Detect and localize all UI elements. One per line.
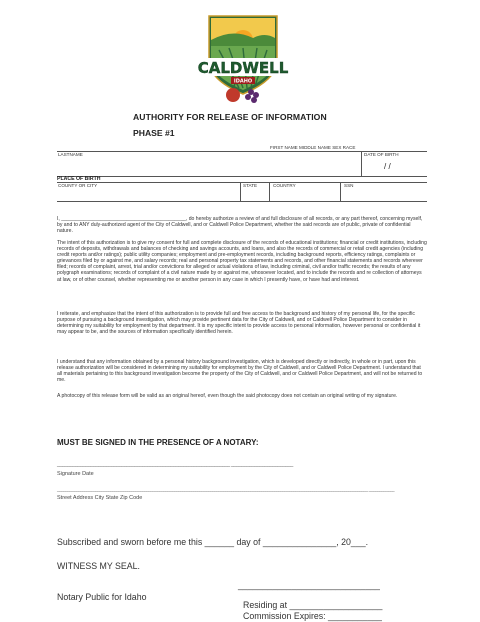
lastname-label: LASTNAME bbox=[58, 152, 83, 157]
commission-expires-field[interactable]: Commission Expires: ___________ bbox=[243, 611, 382, 621]
notary-signature-line[interactable]: _____________________________ bbox=[238, 580, 380, 590]
county-city-label: COUNTY OR CITY bbox=[58, 183, 98, 188]
understand-paragraph: I understand that any information obtained by a personal history background investigation, which is developed directly or indirectly, in whole or in part, upon this release authorization will be considered in determining my suitability for employment by the City of Caldwell, and or Caldwell Police Department. I understand that all materials pertaining to this background investigation become the property of the City of Caldwell, and or Caldwell Police Department, and will not be returned to me. bbox=[57, 359, 423, 384]
residing-at-field[interactable]: Residing at ___________________ bbox=[243, 600, 383, 610]
dob-field[interactable]: / / bbox=[384, 162, 391, 171]
witness-seal: WITNESS MY SEAL. bbox=[57, 561, 140, 571]
notary-heading: MUST BE SIGNED IN THE PRESENCE OF A NOTARY: bbox=[57, 438, 259, 447]
authorization-paragraph: I, ____________________________________________, do hereby authorize a review of and full disclosure of all records, or any part thereof, concerning myself, by and to ANY duly-authorized agent of the City of Caldwell, and or Caldwell Police Department, whether the said records are of public, private of confidential nature. bbox=[57, 216, 423, 235]
date-of-birth-label: DATE OF BIRTH bbox=[364, 152, 399, 157]
ssn-label: SSN bbox=[344, 183, 354, 188]
logo-sub: IDAHO bbox=[233, 78, 253, 85]
signature-date-line[interactable]: ___________________________________________________________________ ________________________ bbox=[57, 462, 294, 468]
photocopy-paragraph: A photocopy of this release form will be valid as an original hereof, even though the said photocopy does not contain an original writing of my signature. bbox=[57, 393, 398, 399]
signature-date-label: Signature Date bbox=[57, 471, 94, 477]
sworn-statement: Subscribed and sworn before me this ______ day of _______________, 20___. bbox=[57, 537, 369, 547]
caldwell-logo bbox=[197, 10, 289, 106]
intent-paragraph: The intent of this authorization is to give my consent for full and complete disclosure of the records of educational institutions; financial or credit institutions, including records of deposits, withdrawals and balances of checking and savings accounts, and loans, and also the records of commercial or retail credit agencies (including credit reports and/or ratings); public utility companies; employment and pre-employment records, including background reports, efficiency ratings, complaints or grievances filed by or against me, and salary records; real and personal property tax statements and records, and other financial statements and records wherever filed; records of complaint, arrest, trial and/or convictions for alleged or actual violations of law, including criminal, civil and/or traffic records; the results of any polygraph examinations; records of complaint of a civil nature made by or against me, whosoever located, and to include the records and re collection of attorneys at law, or of other counsel, whether representing me or another person in any case in which I presently have, or have had and interest. bbox=[57, 240, 427, 283]
country-label: COUNTRY bbox=[273, 183, 296, 188]
reiterate-paragraph: I reiterate, and emphasize that the intent of this authorization is to provide full and free access to the background and history of my personal life, for the specific purpose of pursuing a background investigation, which may provide pertinent data for the City of Caldwell, and or Caldwell Police Department to consider in determining my suitability for employment by that department. It is my specific intent to provide access to personal information, however personal or confidential it may appear to be, and the sources of information specifically identified herein. bbox=[57, 311, 421, 336]
address-line[interactable]: __________________________________________________________________________________________________________________________________________________ ____________ bbox=[57, 487, 395, 492]
address-label: Street Address City State Zip Code bbox=[57, 495, 143, 501]
form-title: AUTHORITY FOR RELEASE OF INFORMATION bbox=[133, 112, 327, 122]
logo-text: CALDWELL bbox=[197, 59, 289, 77]
state-label: STATE bbox=[243, 183, 258, 188]
notary-public-label: Notary Public for Idaho bbox=[57, 592, 147, 602]
form-phase: PHASE #1 bbox=[133, 128, 175, 138]
name-fields-label: FIRST NAME MIDDLE NAME SEX RACE bbox=[270, 145, 356, 150]
place-of-birth-label: PLACE OF BIRTH bbox=[57, 176, 101, 182]
